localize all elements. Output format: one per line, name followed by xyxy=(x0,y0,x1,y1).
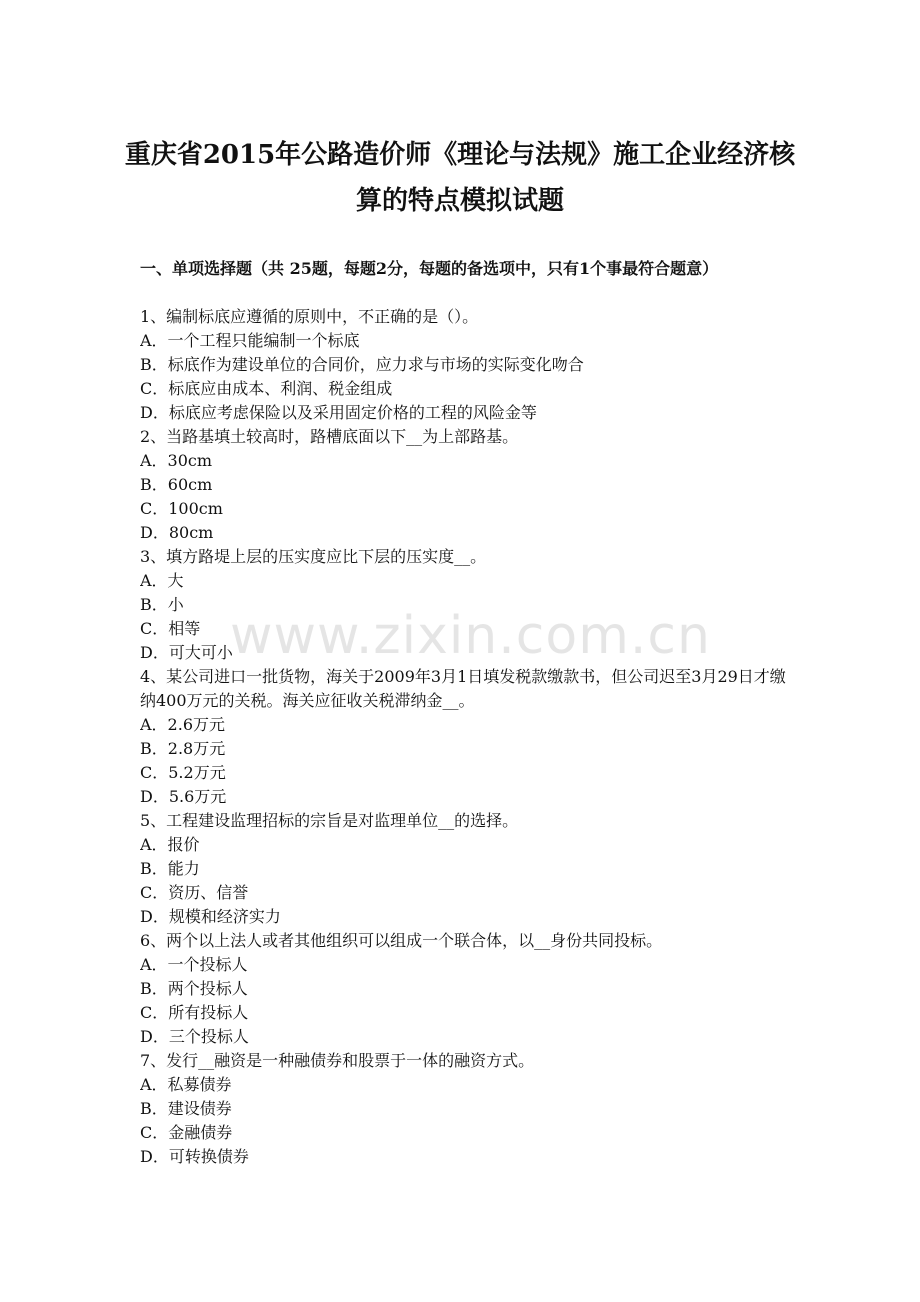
question-5-option-a: A．报价 xyxy=(140,835,200,854)
question-3-option-c: C．相等 xyxy=(140,619,201,638)
question-list xyxy=(140,305,790,1169)
question-7-option-a: A．私募债券 xyxy=(140,1075,232,1094)
question-5-option-d: D．规模和经济实力 xyxy=(140,907,281,926)
question-2: 2、当路基填土较高时，路槽底面以下__为上部路基。 xyxy=(140,427,519,446)
section-heading: 一、单项选择题（共 25题，每题2分，每题的备选项中，只有1个事最符合题意） xyxy=(140,259,719,278)
question-1-option-a: A．一个工程只能编制一个标底 xyxy=(140,331,360,350)
question-6-option-d: D．三个投标人 xyxy=(140,1027,249,1046)
question-4-option-c: C．5.2万元 xyxy=(140,763,226,782)
question-3: 3、填方路堤上层的压实度应比下层的压实度__。 xyxy=(140,547,487,566)
question-7-option-b: B．建设债券 xyxy=(140,1099,232,1118)
question-4-option-a: A．2.6万元 xyxy=(140,715,226,734)
question-2-option-a: A．30cm xyxy=(140,451,213,470)
question-6-option-a: A．一个投标人 xyxy=(140,955,248,974)
document-title-line-2: 算的特点模拟试题 xyxy=(355,186,564,216)
document-title-line-1: 重庆省2015年公路造价师《理论与法规》施工企业经济核 xyxy=(124,140,796,170)
question-7: 7、发行__融资是一种融债券和股票于一体的融资方式。 xyxy=(140,1051,535,1070)
question-6-option-b: B．两个投标人 xyxy=(140,979,248,998)
question-6: 6、两个以上法人或者其他组织可以组成一个联合体，以__身份共同投标。 xyxy=(140,931,663,950)
question-7-option-d: D．可转换债券 xyxy=(140,1147,249,1166)
question-5-option-b: B．能力 xyxy=(140,859,200,878)
question-3-option-b: B．小 xyxy=(140,595,184,614)
question-4: 4、某公司进口一批货物，海关于2009年3月1日填发税款缴款书，但公司迟至3月29日才缴纳400万元的关税。海关应征收关税滞纳金__。 xyxy=(140,667,786,710)
question-1-option-b: B．标底作为建设单位的合同价，应力求与市场的实际变化吻合 xyxy=(140,355,584,374)
question-5: 5、工程建设监理招标的宗旨是对监理单位__的选择。 xyxy=(140,811,519,830)
question-5-option-c: C．资历、信誉 xyxy=(140,883,249,902)
question-1-option-c: C．标底应由成本、利润、税金组成 xyxy=(140,379,393,398)
question-7-option-c: C．金融债券 xyxy=(140,1123,233,1142)
question-2-option-d: D．80cm xyxy=(140,523,214,542)
watermark: www.zixin.com.cn xyxy=(230,606,711,666)
question-3-option-d: D．可大可小 xyxy=(140,643,233,662)
question-4-option-b: B．2.8万元 xyxy=(140,739,226,758)
question-6-option-c: C．所有投标人 xyxy=(140,1003,249,1022)
question-2-option-b: B．60cm xyxy=(140,475,213,494)
question-4-option-d: D．5.6万元 xyxy=(140,787,227,806)
question-1-option-d: D．标底应考虑保险以及采用固定价格的工程的风险金等 xyxy=(140,403,537,422)
question-1: 1、编制标底应遵循的原则中，不正确的是（）。 xyxy=(140,307,479,326)
question-3-option-a: A．大 xyxy=(140,571,184,590)
question-2-option-c: C．100cm xyxy=(140,499,223,518)
